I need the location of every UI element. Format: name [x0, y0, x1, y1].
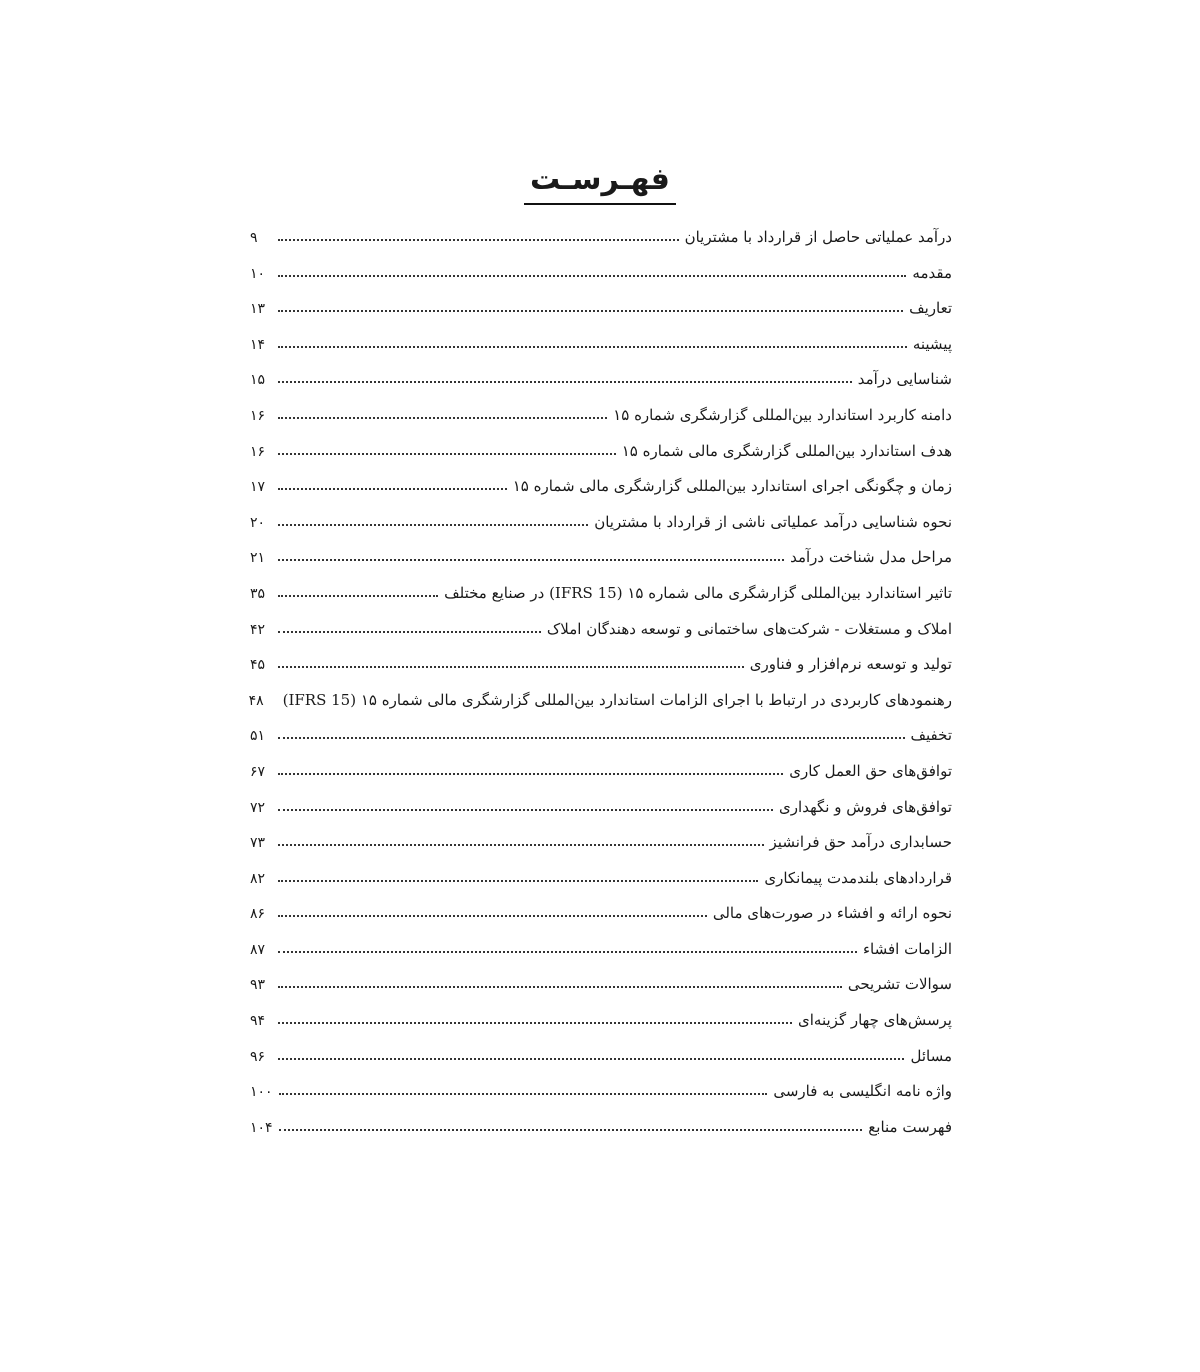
toc-entry	[250, 299, 952, 335]
toc-entry-title: توافق‌های فروش و نگهداری	[779, 797, 952, 816]
toc-entry-title: پرسش‌های چهار گزینه‌ای	[798, 1011, 952, 1030]
toc-entry-title: مسائل	[910, 1046, 952, 1065]
dot-leader	[278, 417, 607, 419]
dot-leader	[278, 951, 857, 953]
dot-leader	[278, 880, 758, 882]
dot-leader	[278, 488, 507, 490]
toc-entry-title: توافق‌های حق العمل کاری	[789, 761, 952, 780]
toc-entry	[250, 335, 952, 371]
dot-leader	[278, 773, 783, 775]
dot-leader	[278, 275, 906, 277]
toc-entry-title: حسابداری درآمد حق فرانشیز	[769, 833, 952, 852]
toc-entry-title: هدف استاندارد بین‌المللی گزارشگری مالی شماره ۱۵	[621, 441, 952, 460]
toc-entry-title: قراردادهای بلندمدت پیمانکاری	[764, 868, 952, 887]
toc-entry	[250, 726, 952, 762]
toc-entry	[250, 975, 952, 1011]
dot-leader	[278, 844, 764, 846]
toc-entry-title: تعاریف	[909, 299, 952, 318]
toc-entry-title: فهرست منابع	[868, 1117, 952, 1136]
dot-leader	[278, 559, 784, 561]
toc-entry	[250, 513, 952, 549]
dot-leader	[278, 453, 616, 455]
toc-entry-title: مراحل مدل شناخت درآمد	[790, 548, 952, 567]
dot-leader	[278, 915, 707, 917]
toc-entry-page-number: ۸۲	[250, 870, 266, 887]
toc-entry-page-number: ۴۵	[250, 657, 266, 674]
toc-entry-title: مقدمه	[912, 263, 952, 282]
toc-entry-title: شناسایی درآمد	[857, 370, 952, 389]
toc-entry-title: درآمد عملیاتی حاصل از قرارداد با مشتریان	[684, 228, 952, 246]
dot-leader	[278, 381, 852, 383]
toc-entry-page-number: ۸۷	[250, 941, 266, 958]
page-title: فهـرسـت	[524, 160, 676, 205]
dot-leader	[278, 631, 541, 633]
toc-entry-page-number: ۱۳	[250, 301, 266, 318]
toc-entry-title: تاثیر استاندارد بین‌المللی گزارشگری مالی شماره ۱۵ (IFRS 15) در صنایع مختلف	[444, 583, 952, 602]
toc-entry	[250, 1082, 952, 1118]
dot-leader	[279, 1129, 863, 1131]
toc-entry-page-number: ۱۰۰	[250, 1084, 273, 1101]
toc-entry-page-number: ۹	[250, 230, 258, 246]
toc-entry	[250, 264, 952, 300]
dot-leader	[278, 737, 905, 739]
toc-entry-page-number: ۱۰	[250, 265, 266, 282]
dot-leader	[278, 239, 679, 241]
toc-entry-page-number: ۳۵	[250, 585, 266, 602]
toc-entry-title: نحوه ارائه و افشاء در صورت‌های مالی	[712, 904, 952, 923]
toc-entry	[250, 762, 952, 798]
dot-leader	[278, 666, 744, 668]
toc-entry	[250, 691, 952, 727]
toc-entry-page-number: ۶۷	[250, 763, 266, 780]
toc-entry-page-number: ۲۰	[250, 514, 266, 531]
dot-leader	[278, 1058, 904, 1060]
toc-entry	[250, 548, 952, 584]
toc-entry	[250, 620, 952, 656]
toc-entry-page-number: ۲۱	[250, 550, 266, 567]
dot-leader	[278, 809, 773, 811]
toc-entry-page-number: ۱۷	[250, 479, 266, 496]
toc-entry-title: نحوه شناسایی درآمد عملیاتی ناشی از قرارداد با مشتریان	[594, 512, 952, 531]
dot-leader	[279, 1093, 768, 1095]
toc-entry	[250, 1047, 952, 1083]
toc-entry	[250, 869, 952, 905]
toc-entry-title: واژه نامه انگلیسی به فارسی	[773, 1082, 952, 1101]
toc-entry-title: تولید و توسعه نرم‌افزار و فناوری	[749, 655, 952, 674]
toc-entry	[250, 940, 952, 976]
toc-entry	[250, 406, 952, 442]
toc-entry-page-number: ۱۶	[250, 407, 266, 424]
toc-entry	[250, 904, 952, 940]
toc-entry	[250, 655, 952, 691]
toc-entry-page-number: ۸۶	[250, 906, 266, 923]
toc-entry-title: دامنه کاربرد استاندارد بین‌المللی گزارشگری شماره ۱۵	[613, 405, 952, 424]
toc-entry	[250, 1011, 952, 1047]
toc-entry-page-number: ۴۲	[250, 621, 266, 638]
toc-entry-page-number: ۷۲	[250, 799, 266, 816]
toc-entry-page-number: ۴۸	[248, 692, 264, 709]
toc-entry	[250, 442, 952, 478]
toc-entry-title: رهنمودهای کاربردی در ارتباط با اجرای الزامات استاندارد بین‌المللی گزارشگری مالی شماره ۱۵ (IFRS 15)	[282, 690, 952, 709]
dot-leader	[278, 1022, 792, 1024]
toc-entry	[250, 1118, 952, 1154]
toc-entry-page-number: ۹۶	[250, 1048, 266, 1065]
title-wrap	[0, 160, 1200, 205]
toc-entry	[250, 477, 952, 513]
toc-entry-title: زمان و چگونگی اجرای استاندارد بین‌المللی گزارشگری مالی شماره ۱۵	[512, 477, 952, 496]
toc-entry-title: سوالات تشریحی	[847, 975, 952, 994]
dot-leader	[278, 310, 903, 312]
toc-entry	[250, 584, 952, 620]
toc-entry-title: املاک و مستغلات - شرکت‌های ساختمانی و توسعه دهندگان املاک	[546, 619, 952, 638]
toc-entry-page-number: ۱۴	[250, 336, 266, 353]
dot-leader	[278, 595, 438, 597]
toc-entry-page-number: ۹۳	[250, 977, 266, 994]
toc-entry	[250, 833, 952, 869]
toc-entry-page-number: ۹۴	[250, 1013, 266, 1030]
dot-leader	[278, 524, 588, 526]
toc-entry	[250, 798, 952, 834]
toc-entry-page-number: ۱۶	[250, 443, 266, 460]
toc-entry-title: الزامات افشاء	[862, 939, 952, 958]
toc-entry	[250, 370, 952, 406]
dot-leader	[278, 986, 842, 988]
table-of-contents	[250, 228, 952, 1153]
toc-entry-title: پیشینه	[912, 334, 952, 353]
toc-entry-page-number: ۱۰۴	[250, 1119, 273, 1136]
toc-entry	[250, 228, 952, 264]
toc-entry-page-number: ۵۱	[250, 728, 266, 745]
toc-entry-title: تخفیف	[910, 726, 952, 745]
toc-entry-page-number: ۷۳	[250, 835, 266, 852]
toc-entry-page-number: ۱۵	[250, 372, 266, 389]
dot-leader	[278, 346, 907, 348]
